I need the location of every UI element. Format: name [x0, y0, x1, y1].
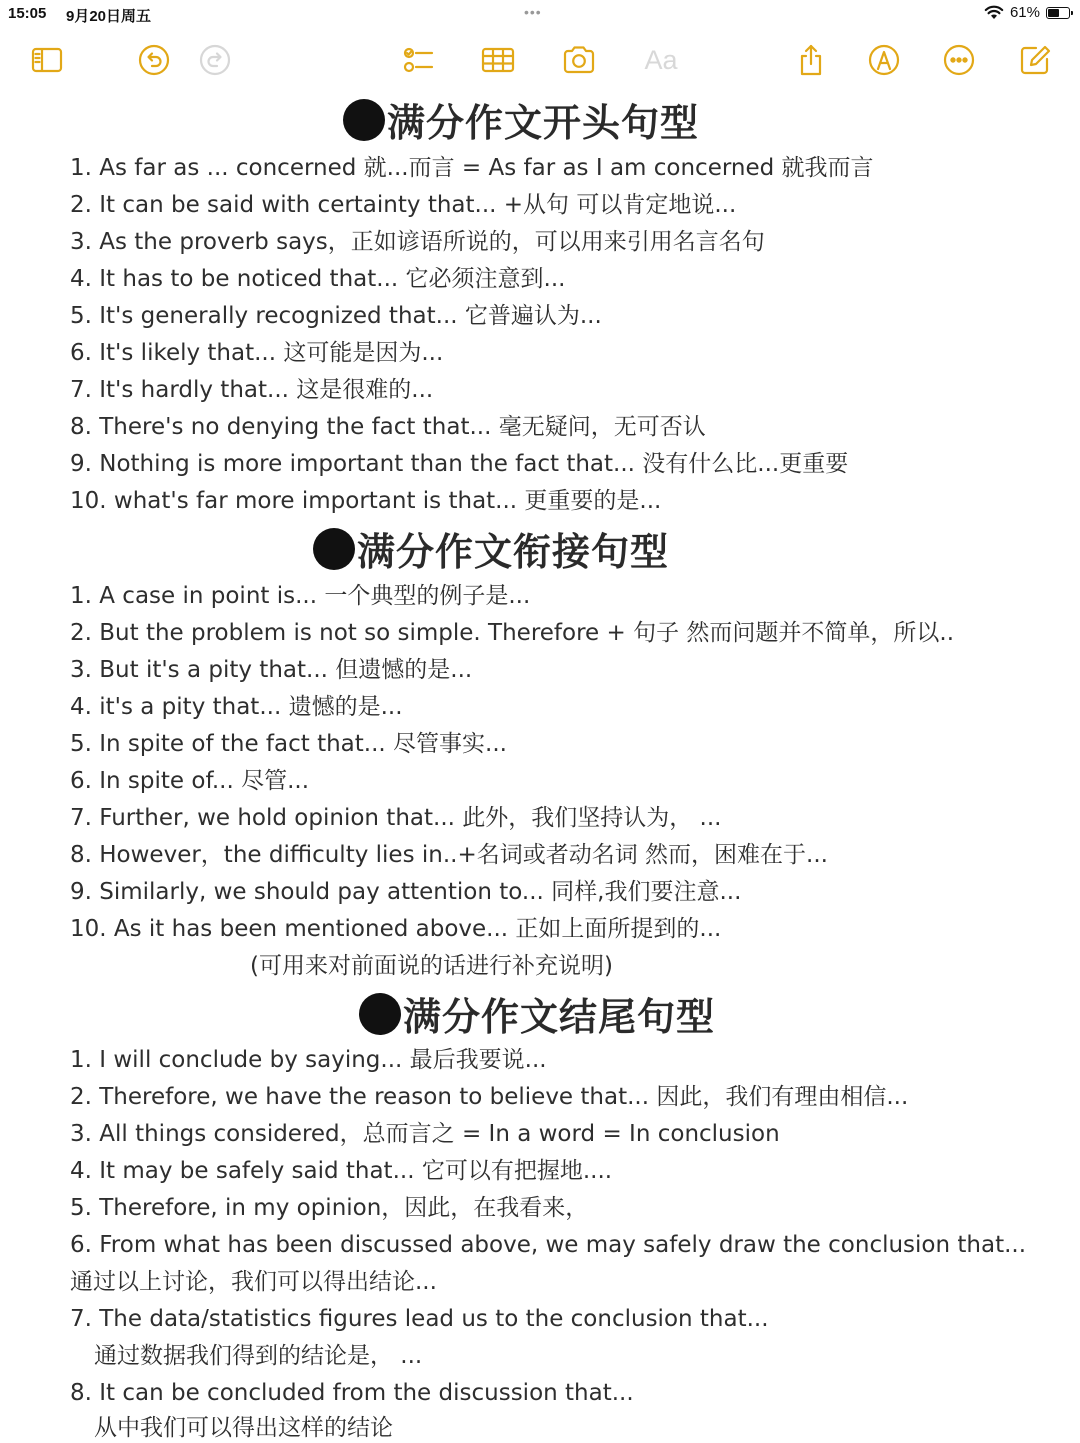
list-item-translation: 从中我们可以得出这样的结论 [94, 1415, 393, 1441]
list-item: 6. It's likely that... 这可能是因为... [70, 340, 444, 366]
section-heading-opening [0, 92, 1061, 147]
bullet-icon [343, 99, 385, 141]
battery-level [1048, 9, 1059, 17]
list-item: 4. It has to be noticed that... 它必须注意到... [70, 266, 566, 292]
list-item: 6. From what has been discussed above, we may safely draw the conclusion that... [70, 1232, 1027, 1258]
list-item: 4. it's a pity that... 遗憾的是... [70, 694, 403, 720]
battery-percent: 61% [1009, 4, 1040, 21]
list-item: 3. But it's a pity that... 但遗憾的是... [70, 657, 473, 683]
list-item-note: (可用来对前面说的话进行补充说明) [250, 953, 613, 979]
list-item: 10. As it has been mentioned above... 正如上面所提到的... [70, 916, 722, 942]
list-item: 8. There's no denying the fact that... 毫无疑问，无可否认 [70, 414, 706, 440]
text-format-icon[interactable] [641, 40, 681, 80]
compose-icon[interactable] [1015, 40, 1055, 80]
list-item: 4. It may be safely said that... 它可以有把握地.... [70, 1158, 613, 1184]
list-item: 2. But the problem is not so simple. Therefore + 句子 然而问题并不简单，所以.. [70, 620, 955, 646]
battery-icon [1046, 7, 1070, 19]
markup-pen-icon[interactable] [864, 40, 904, 80]
checklist-icon[interactable] [398, 40, 438, 80]
list-item: 7. The data/statistics figures lead us to the conclusion that... [70, 1306, 769, 1332]
list-item: 1. A case in point is... 一个典型的例子是... [70, 583, 531, 609]
camera-icon[interactable] [559, 40, 599, 80]
status-time: 15:05 [8, 5, 47, 22]
status-indicators [984, 4, 1070, 21]
multitask-handle[interactable]: ••• [524, 4, 542, 20]
redo-icon[interactable] [195, 40, 235, 80]
list-item: 2. Therefore, we have the reason to believe that... 因此，我们有理由相信... [70, 1084, 909, 1110]
list-item: 2. It can be said with certainty that... +从句 可以肯定地说... [70, 192, 737, 218]
more-icon[interactable] [939, 40, 979, 80]
wifi-icon [984, 5, 1004, 20]
list-item: 8. It can be concluded from the discussion that... [70, 1380, 634, 1406]
list-item: 5. It's generally recognized that... 它普遍认为... [70, 303, 602, 329]
text-format-label: Aa [644, 44, 678, 75]
share-icon[interactable] [791, 40, 831, 80]
undo-icon[interactable] [134, 40, 174, 80]
list-item-translation: 通过以上讨论，我们可以得出结论... [70, 1269, 437, 1295]
bullet-icon [313, 528, 355, 570]
list-item: 6. In spite of... 尽管... [70, 768, 310, 794]
list-item-translation: 通过数据我们得到的结论是， ... [94, 1343, 423, 1369]
section-heading-text: 满分作文开头句型 [386, 101, 699, 145]
section-heading-transition [0, 521, 1031, 576]
section-heading-text: 满分作文衔接句型 [356, 530, 669, 574]
list-item: 7. Further, we hold opinion that... 此外，我们坚持认为， ... [70, 805, 722, 831]
list-item: 7. It's hardly that... 这是很难的... [70, 377, 434, 403]
bullet-icon [359, 993, 401, 1035]
status-date: 9月20日周五 [66, 8, 152, 25]
list-item: 1. I will conclude by saying... 最后我要说... [70, 1047, 547, 1073]
list-item: 9. Nothing is more important than the fact that... 没有什么比...更重要 [70, 451, 849, 477]
list-item: 5. Therefore, in my opinion，因此，在我看来， [70, 1195, 589, 1221]
list-item: 1. As far as ... concerned 就...而言 = As far as I am concerned 就我而言 [70, 155, 874, 181]
list-item: 5. In spite of the fact that... 尽管事实... [70, 731, 507, 757]
section-heading-closing [0, 986, 1077, 1041]
list-item: 9. Similarly, we should pay attention to... 同样,我们要注意... [70, 879, 742, 905]
table-icon[interactable] [478, 40, 518, 80]
list-item: 3. All things considered，总而言之 = In a word = In conclusion [70, 1121, 780, 1147]
list-item: 8. However，the difficulty lies in..+名词或者动名词 然而，困难在于... [70, 842, 828, 868]
list-item: 10. what's far more important is that... 更重要的是... [70, 488, 662, 514]
list-item: 3. As the proverb says，正如谚语所说的，可以用来引用名言名句 [70, 229, 765, 255]
sidebar-icon[interactable] [27, 40, 67, 80]
section-heading-text: 满分作文结尾句型 [402, 995, 715, 1039]
status-bar [0, 0, 1080, 28]
notes-toolbar [0, 40, 1080, 84]
